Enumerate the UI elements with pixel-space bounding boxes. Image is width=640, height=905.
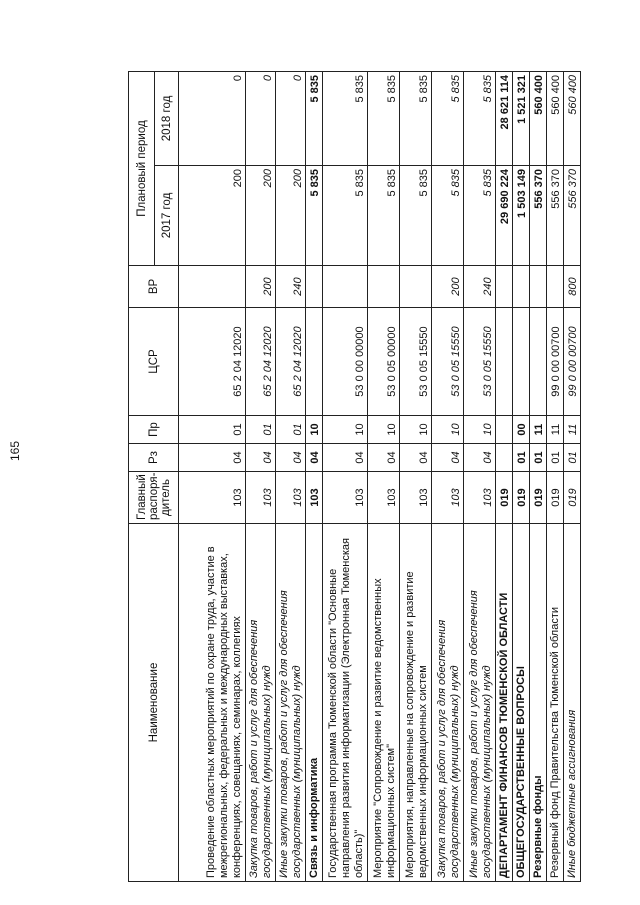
row-pr [496, 416, 513, 444]
row-vr [547, 266, 564, 308]
row-vr [368, 266, 400, 308]
row-pr: 01 [179, 416, 246, 444]
row-2017-amount: 1 503 149 [513, 166, 530, 266]
row-main-administrator: 103 [432, 472, 464, 524]
row-rz: 04 [306, 444, 323, 472]
rotated-table-frame [128, 72, 579, 882]
row-rz: 01 [564, 444, 581, 472]
header-name: Наименование [129, 524, 179, 882]
row-rz: 04 [323, 444, 368, 472]
row-csr: 53 0 05 15550 [400, 308, 432, 416]
row-rz [496, 444, 513, 472]
row-pr: 10 [464, 416, 496, 444]
row-2018-amount: 5 835 [368, 71, 400, 165]
row-rz: 04 [400, 444, 432, 472]
row-csr: 53 0 05 15550 [464, 308, 496, 416]
table-row [564, 71, 581, 881]
row-csr: 65 2 04 12020 [246, 308, 276, 416]
row-csr: 99 0 00 00700 [564, 308, 581, 416]
row-2017-amount: 556 370 [564, 166, 581, 266]
table-row [179, 71, 246, 881]
row-main-administrator: 019 [513, 472, 530, 524]
row-pr: 11 [547, 416, 564, 444]
row-rz: 01 [513, 444, 530, 472]
row-name: Резервные фонды [530, 524, 547, 882]
row-csr: 53 0 05 00000 [368, 308, 400, 416]
row-rz: 01 [547, 444, 564, 472]
row-2017-amount: 5 835 [464, 166, 496, 266]
row-vr: 200 [246, 266, 276, 308]
row-name: Резервный фонд Правительства Тюменской области [547, 524, 564, 882]
row-2017-amount: 200 [179, 166, 246, 266]
row-2017-amount: 200 [246, 166, 276, 266]
row-name: Закупка товаров, работ и услуг для обеспечения государственных (муниципальных) нужд [432, 524, 464, 882]
table-row [246, 71, 276, 881]
row-rz: 04 [432, 444, 464, 472]
row-2018-amount: 560 400 [564, 71, 581, 165]
table-row [368, 71, 400, 881]
row-main-administrator: 019 [496, 472, 513, 524]
row-csr: 53 0 00 00000 [323, 308, 368, 416]
row-2017-amount: 5 835 [400, 166, 432, 266]
row-main-administrator: 103 [306, 472, 323, 524]
table-row [400, 71, 432, 881]
header-planning-period: Плановый период [129, 71, 155, 265]
table-row [513, 71, 530, 881]
row-2017-amount: 5 835 [432, 166, 464, 266]
table-row [530, 71, 547, 881]
row-2017-amount: 556 370 [547, 166, 564, 266]
row-csr [513, 308, 530, 416]
table-row [306, 71, 323, 881]
row-csr [530, 308, 547, 416]
row-name: Связь и информатика [306, 524, 323, 882]
row-name: Закупка товаров, работ и услуг для обеспечения государственных (муниципальных) нужд [246, 524, 276, 882]
header-pr: Пр [129, 416, 179, 444]
row-pr: 10 [400, 416, 432, 444]
row-vr [323, 266, 368, 308]
row-2018-amount: 0 [179, 71, 246, 165]
budget-table [128, 71, 581, 882]
row-2017-amount: 29 690 224 [496, 166, 513, 266]
row-pr: 10 [323, 416, 368, 444]
row-rz: 04 [464, 444, 496, 472]
row-vr: 240 [276, 266, 306, 308]
row-pr: 10 [432, 416, 464, 444]
row-main-administrator: 019 [530, 472, 547, 524]
row-rz: 04 [179, 444, 246, 472]
row-2018-amount: 5 835 [400, 71, 432, 165]
row-2017-amount: 556 370 [530, 166, 547, 266]
row-rz: 01 [530, 444, 547, 472]
row-main-administrator: 103 [246, 472, 276, 524]
header-csr: ЦСР [129, 308, 179, 416]
row-csr [496, 308, 513, 416]
row-name: Иные закупки товаров, работ и услуг для обеспечения государственных (муниципальных) нужд [464, 524, 496, 882]
row-2018-amount: 0 [276, 71, 306, 165]
row-main-administrator: 103 [368, 472, 400, 524]
table-row [323, 71, 368, 881]
row-vr: 200 [432, 266, 464, 308]
header-year-2017: 2017 год [155, 166, 179, 266]
row-2018-amount: 5 835 [464, 71, 496, 165]
table-row [276, 71, 306, 881]
row-2017-amount: 5 835 [368, 166, 400, 266]
row-vr [513, 266, 530, 308]
row-pr: 01 [276, 416, 306, 444]
table-row [496, 71, 513, 881]
row-vr: 800 [564, 266, 581, 308]
row-name: Государственная программа Тюменской области "Основные направления развития информатизации (Электронная Тюменская область)" [323, 524, 368, 882]
row-csr: 65 2 04 12020 [179, 308, 246, 416]
row-2018-amount: 5 835 [306, 71, 323, 165]
header-vr: ВР [129, 266, 179, 308]
header-main-administrator: Главный распоря-дитель [129, 472, 179, 524]
row-main-administrator: 103 [400, 472, 432, 524]
row-name: Иные бюджетные ассигнования [564, 524, 581, 882]
header-year-2018: 2018 год [155, 71, 179, 165]
row-pr: 00 [513, 416, 530, 444]
row-name: ОБЩЕГОСУДАРСТВЕННЫЕ ВОПРОСЫ [513, 524, 530, 882]
row-main-administrator: 103 [464, 472, 496, 524]
row-vr [530, 266, 547, 308]
row-vr [306, 266, 323, 308]
row-2018-amount: 28 621 114 [496, 71, 513, 165]
row-vr: 240 [464, 266, 496, 308]
row-2018-amount: 1 521 321 [513, 71, 530, 165]
row-2018-amount: 0 [246, 71, 276, 165]
row-vr [496, 266, 513, 308]
row-vr [400, 266, 432, 308]
row-2018-amount: 560 400 [547, 71, 564, 165]
row-rz: 04 [246, 444, 276, 472]
row-main-administrator: 019 [564, 472, 581, 524]
row-vr [179, 266, 246, 308]
row-2017-amount: 5 835 [306, 166, 323, 266]
row-csr: 99 0 00 00700 [547, 308, 564, 416]
table-row [432, 71, 464, 881]
row-main-administrator: 019 [547, 472, 564, 524]
row-2017-amount: 200 [276, 166, 306, 266]
row-2018-amount: 5 835 [432, 71, 464, 165]
row-main-administrator: 103 [276, 472, 306, 524]
row-csr: 65 2 04 12020 [276, 308, 306, 416]
row-2018-amount: 560 400 [530, 71, 547, 165]
row-csr [306, 308, 323, 416]
row-rz: 04 [368, 444, 400, 472]
row-name: Мероприятие "Сопровождение и развитие ведомственных информационных систем" [368, 524, 400, 882]
row-main-administrator: 103 [179, 472, 246, 524]
row-pr: 11 [564, 416, 581, 444]
row-pr: 01 [246, 416, 276, 444]
row-rz: 04 [276, 444, 306, 472]
row-name: Иные закупки товаров, работ и услуг для обеспечения государственных (муниципальных) нужд [276, 524, 306, 882]
row-pr: 10 [368, 416, 400, 444]
row-pr: 10 [306, 416, 323, 444]
table-row [547, 71, 564, 881]
row-2018-amount: 5 835 [323, 71, 368, 165]
table-row [464, 71, 496, 881]
page-number: 165 [8, 440, 22, 462]
row-pr: 11 [530, 416, 547, 444]
row-csr: 53 0 05 15550 [432, 308, 464, 416]
header-rz: Рз [129, 444, 179, 472]
row-name: Проведение областных мероприятий по охране труда, участие в межрегиональных, федеральных и международных выставках, конференциях, совещаниях, семинарах, коллегиях [179, 524, 246, 882]
row-main-administrator: 103 [323, 472, 368, 524]
row-name: ДЕПАРТАМЕНТ ФИНАНСОВ ТЮМЕНСКОЙ ОБЛАСТИ [496, 524, 513, 882]
row-2017-amount: 5 835 [323, 166, 368, 266]
row-name: Мероприятия, направленные на сопровождение и развитие ведомственных информационных систем [400, 524, 432, 882]
